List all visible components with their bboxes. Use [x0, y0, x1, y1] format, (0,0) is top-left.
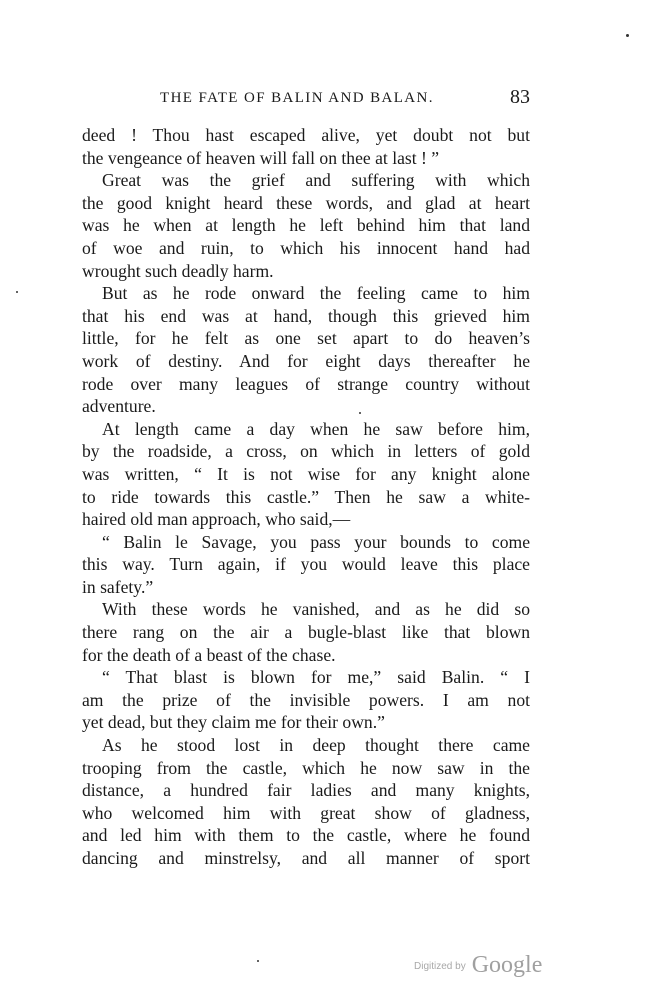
running-head	[82, 86, 530, 110]
text-line: the vengeance of heaven will fall on thee at last ! ”	[82, 147, 440, 168]
text-line: “ Balin le Savage, you pass your bounds to come	[102, 531, 530, 552]
text-line: dancing and minstrelsy, and all manner of sport	[82, 848, 530, 868]
text-line: haired old man approach, who said,—	[82, 509, 351, 530]
text-line: that his end was at hand, though this grieved him	[82, 305, 530, 326]
text-line: who welcomed him with great show of gladness,	[82, 802, 530, 823]
text-line: work of destiny. And for eight days thereafter he	[82, 350, 530, 371]
text-line: deed ! Thou hast escaped alive, yet doubt not but	[82, 125, 530, 145]
scan-speck	[359, 412, 361, 414]
text-line: With these words he vanished, and as he did so	[102, 599, 530, 620]
text-line: wrought such deadly harm.	[82, 260, 274, 281]
text-line: yet dead, but they claim me for their own.”	[82, 712, 385, 733]
google-logo: Google	[471, 952, 543, 978]
text-line: there rang on the air a bugle-blast like that blown	[82, 622, 530, 643]
scan-speck	[257, 960, 259, 962]
text-line: rode over many leagues of strange country without	[82, 373, 530, 394]
text-line: of woe and ruin, to which his innocent hand had	[82, 237, 530, 258]
body-text	[82, 124, 530, 870]
text-line: this way. Turn again, if you would leave this place	[82, 554, 530, 575]
text-line: and led him with them to the castle, where he found	[82, 825, 530, 846]
text-line: As he stood lost in deep thought there came	[102, 735, 530, 756]
scan-speck	[626, 34, 629, 37]
text-line: was written, “ It is not wise for any knight alone	[82, 463, 530, 484]
text-line: am the prize of the invisible powers. I am not	[82, 689, 530, 710]
text-line: Great was the grief and suffering with which	[102, 170, 530, 191]
text-line: trooping from the castle, which he now saw in the	[82, 757, 530, 778]
running-title: THE FATE OF BALIN AND BALAN.	[160, 90, 434, 106]
page-number: 83	[510, 86, 530, 108]
text-line: the good knight heard these words, and glad at heart	[82, 192, 530, 213]
text-line: But as he rode onward the feeling came to him	[102, 283, 530, 304]
text-line: little, for he felt as one set apart to do heaven’s	[82, 328, 530, 349]
text-line: At length came a day when he saw before him,	[102, 418, 530, 439]
text-line: was he when at length he left behind him that land	[82, 215, 530, 236]
text-line: “ That blast is blown for me,” said Balin. “ I	[102, 667, 530, 688]
text-line: to ride towards this castle.” Then he saw a white-	[82, 486, 530, 507]
text-line: by the roadside, a cross, on which in letters of gold	[82, 441, 530, 462]
text-line: for the death of a beast of the chase.	[82, 644, 336, 665]
scan-speck	[16, 291, 18, 293]
digitized-by-google-watermark	[414, 952, 542, 982]
text-line: distance, a hundred fair ladies and many knights,	[82, 780, 530, 801]
digitized-by-label: Digitized by	[414, 961, 466, 972]
text-line: adventure.	[82, 396, 156, 417]
text-line: in safety.”	[82, 576, 154, 597]
